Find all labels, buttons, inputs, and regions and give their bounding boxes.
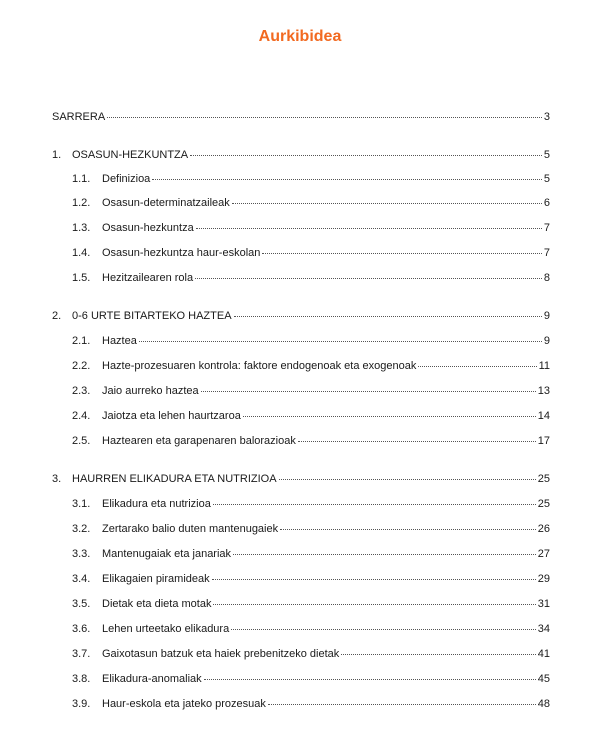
dot-leader — [234, 306, 542, 317]
toc-section-number: 1. — [52, 149, 62, 161]
toc-subsection-1-2[interactable] — [72, 195, 550, 209]
toc-page-number: 14 — [537, 410, 550, 422]
toc-subsection-number: 2.5. — [72, 435, 91, 447]
toc-subsection-number: 3.8. — [72, 673, 91, 685]
toc-subsection-label: Jaiotza eta lehen haurtzaroa — [102, 410, 241, 422]
toc-subsection-number: 3.5. — [72, 598, 91, 610]
dot-leader — [418, 356, 536, 367]
dot-leader — [190, 145, 542, 156]
toc-subsection-label: Haztearen eta garapenaren balorazioak — [102, 435, 296, 447]
toc-section-1[interactable] — [52, 147, 550, 161]
toc-subsection-2-1[interactable] — [72, 333, 550, 347]
toc-subsection-3-6[interactable] — [72, 621, 550, 635]
toc-subsection-label: Jaio aurreko haztea — [102, 385, 199, 397]
toc-subsection-2-3[interactable] — [72, 383, 550, 397]
toc-subsection-label: Mantenugaiak eta janariak — [102, 548, 232, 560]
toc-subsection-1-4[interactable] — [72, 245, 550, 259]
toc-subsection-3-8[interactable] — [72, 671, 550, 685]
toc-page-number: 5 — [543, 149, 550, 161]
toc-subsection-label: Lehen urteetako elikadura — [102, 623, 230, 635]
toc-subsection-3-4[interactable] — [72, 571, 550, 585]
toc-subsection-2-4[interactable] — [72, 408, 550, 422]
toc-page-number: 11 — [538, 360, 550, 372]
toc-subsection-number: 3.7. — [72, 648, 91, 660]
toc-subsection-label: Osasun-hezkuntza haur-eskolan — [102, 247, 261, 259]
toc-subsection-1-1[interactable] — [72, 171, 550, 185]
toc-subsection-label: Gaixotasun batzuk eta haiek prebenitzeko dietak — [102, 648, 340, 660]
dot-leader — [232, 193, 542, 204]
toc-subsection-3-2[interactable] — [72, 521, 550, 535]
dot-leader — [213, 594, 535, 605]
dot-leader — [279, 469, 536, 480]
toc-subsection-2-5[interactable] — [72, 433, 550, 447]
toc-page-number: 5 — [543, 173, 550, 185]
toc-subsection-3-3[interactable] — [72, 546, 550, 560]
toc-subsection-label: Osasun-hezkuntza — [102, 222, 194, 234]
toc-section-number: 3. — [52, 473, 62, 485]
toc-subsection-label: Elikadura-anomaliak — [102, 673, 202, 685]
toc-subsection-1-3[interactable] — [72, 220, 550, 234]
toc-subsection-3-7[interactable] — [72, 646, 550, 660]
toc-subsection-2-2[interactable] — [72, 358, 550, 372]
toc-entry-intro[interactable] — [52, 109, 550, 123]
toc-subsection-number: 3.3. — [72, 548, 91, 560]
dot-leader — [139, 331, 542, 342]
toc-subsection-number: 1.4. — [72, 247, 91, 259]
toc-entry-label: SARRERA — [52, 111, 106, 123]
toc-section-2[interactable] — [52, 308, 550, 322]
toc-subsection-number: 3.6. — [72, 623, 91, 635]
toc-subsection-label: Elikadura eta nutrizioa — [102, 498, 211, 510]
dot-leader — [231, 619, 536, 630]
toc-subsection-number: 1.3. — [72, 222, 91, 234]
toc-subsection-number: 2.2. — [72, 360, 91, 372]
dot-leader — [243, 406, 536, 417]
dot-leader — [152, 169, 542, 180]
toc-page-number: 7 — [543, 222, 550, 234]
toc-subsection-number: 3.9. — [72, 698, 91, 710]
dot-leader — [213, 494, 536, 505]
dot-leader — [201, 381, 536, 392]
toc-subsection-number: 1.5. — [72, 272, 91, 284]
toc-subsection-label: Zertarako balio duten mantenugaiek — [102, 523, 279, 535]
toc-page-number: 6 — [543, 197, 550, 209]
toc-subsection-label: Elikagaien piramideak — [102, 573, 210, 585]
dot-leader — [204, 669, 536, 680]
toc-section-label: 0-6 URTE BITARTEKO HAZTEA — [72, 310, 232, 322]
toc-page-number: 7 — [543, 247, 550, 259]
toc-page-number: 25 — [537, 473, 550, 485]
dot-leader — [195, 268, 542, 279]
toc-page-number: 26 — [537, 523, 550, 535]
toc-subsection-1-5[interactable] — [72, 270, 550, 284]
toc-page-number: 48 — [537, 698, 550, 710]
toc-page-number: 9 — [543, 310, 550, 322]
toc-subsection-number: 1.1. — [72, 173, 91, 185]
toc-subsection-label: Haztea — [102, 335, 137, 347]
dot-leader — [280, 519, 536, 530]
toc-subsection-number: 2.4. — [72, 410, 91, 422]
toc-page-number: 45 — [537, 673, 550, 685]
dot-leader — [196, 218, 542, 229]
toc-subsection-number: 3.2. — [72, 523, 91, 535]
toc-subsection-label: Haur-eskola eta jateko prozesuak — [102, 698, 266, 710]
dot-leader — [268, 694, 536, 705]
toc-page-number: 27 — [537, 548, 550, 560]
toc-page-number: 9 — [543, 335, 550, 347]
toc-section-label: OSASUN-HEZKUNTZA — [72, 149, 189, 161]
toc-subsection-label: Definizioa — [102, 173, 151, 185]
toc-section-label: HAURREN ELIKADURA ETA NUTRIZIOA — [72, 473, 277, 485]
toc-subsection-3-1[interactable] — [72, 496, 550, 510]
dot-leader — [212, 569, 536, 580]
toc-page-number: 8 — [543, 272, 550, 284]
toc-subsection-3-5[interactable] — [72, 596, 550, 610]
toc-subsection-label: Hezitzailearen rola — [102, 272, 194, 284]
toc-page-number: 34 — [537, 623, 550, 635]
dot-leader — [262, 243, 542, 254]
dot-leader — [298, 431, 536, 442]
toc-page-number: 31 — [537, 598, 550, 610]
toc-subsection-number: 2.1. — [72, 335, 91, 347]
toc-page-number: 29 — [537, 573, 550, 585]
dot-leader — [233, 544, 536, 555]
toc-page-number: 13 — [537, 385, 550, 397]
toc-section-3[interactable] — [52, 471, 550, 485]
toc-subsection-label: Osasun-determinatzaileak — [102, 197, 230, 209]
toc-subsection-3-9[interactable] — [72, 696, 550, 710]
toc-subsection-number: 3.1. — [72, 498, 91, 510]
toc-page-number: 41 — [537, 648, 550, 660]
toc-subsection-number: 2.3. — [72, 385, 91, 397]
toc-page-number: 25 — [537, 498, 550, 510]
toc-subsection-label: Dietak eta dieta motak — [102, 598, 212, 610]
toc-subsection-label: Hazte-prozesuaren kontrola: faktore endogenoak eta exogenoak — [102, 360, 417, 372]
toc-section-number: 2. — [52, 310, 62, 322]
toc-title: Aurkibidea — [258, 28, 342, 45]
toc-subsection-number: 1.2. — [72, 197, 91, 209]
toc-page-number: 3 — [543, 111, 550, 123]
dot-leader — [341, 644, 535, 655]
toc-subsection-number: 3.4. — [72, 573, 91, 585]
toc-page-number: 17 — [537, 435, 550, 447]
dot-leader — [107, 107, 542, 118]
